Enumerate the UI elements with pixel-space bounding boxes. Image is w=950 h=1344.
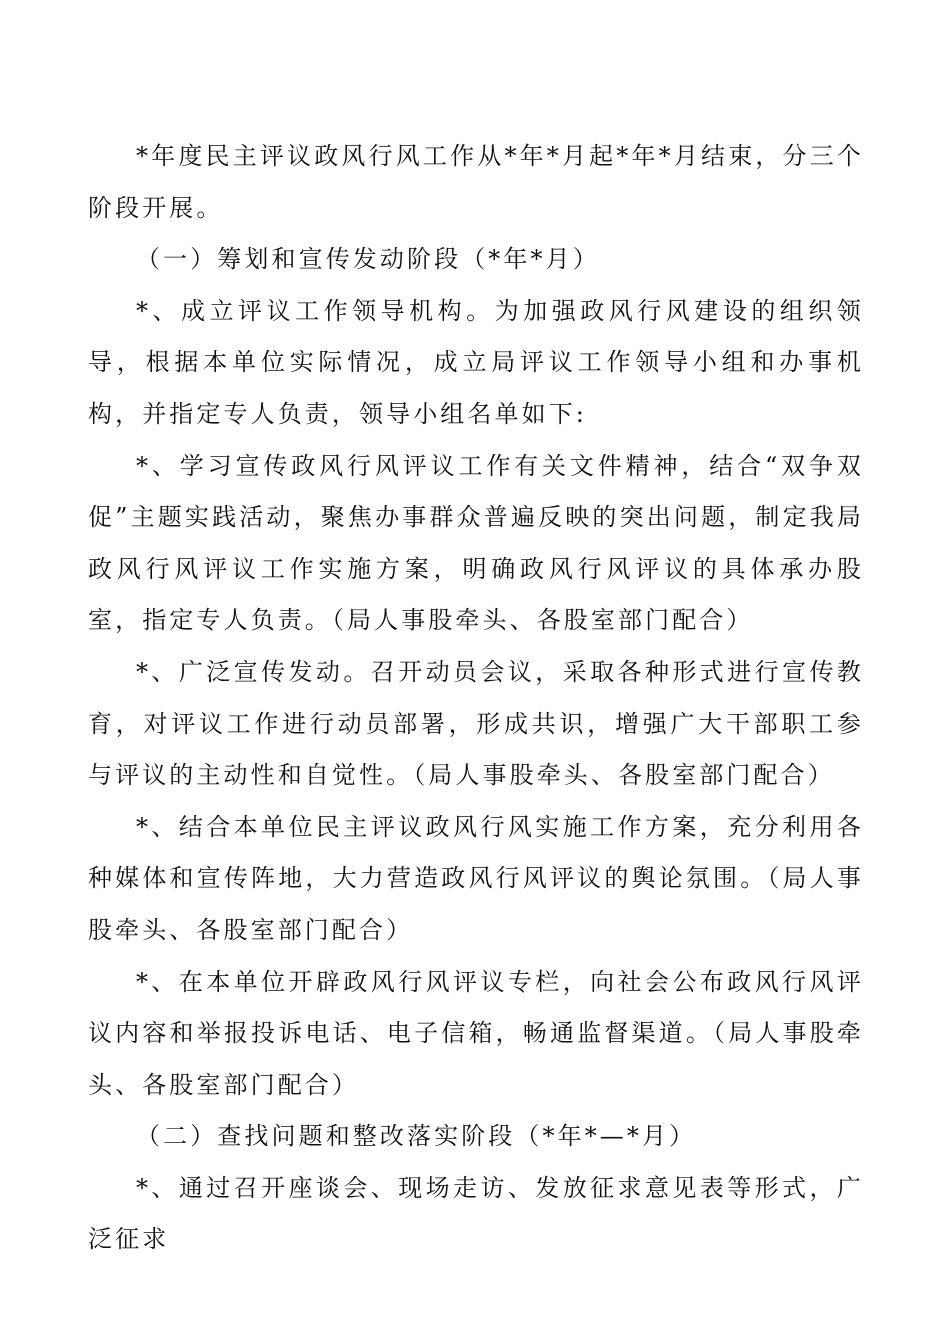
paragraph-item: *、通过召开座谈会、现场走访、发放征求意见表等形式，广泛征求 xyxy=(88,1173,864,1254)
paragraph-item: *、结合本单位民主评议政风行风实施工作方案，充分利用各种媒体和宣传阵地，大力营造政风行风评议的舆论氛围。（局人事股牵头、各股室部门配合） xyxy=(88,812,864,944)
paragraph-item: *、成立评议工作领导机构。为加强政风行风建设的组织领导，根据本单位实际情况，成立局评议工作领导小组和办事机构，并指定专人负责，领导小组名单如下: xyxy=(88,296,864,428)
paragraph-item: *、广泛宣传发动。召开动员会议，采取各种形式进行宣传教育，对评议工作进行动员部署，形成共识，增强广大干部职工参与评议的主动性和自觉性。（局人事股牵头、各股室部门配合） xyxy=(88,657,864,790)
paragraph-item: *、在本单位开辟政风行风评议专栏，向社会公布政风行风评议内容和举报投诉电话、电子信箱，畅通监督渠道。（局人事股牵头、各股室部门配合） xyxy=(88,967,864,1099)
section-heading-1: （一）筹划和宣传发动阶段（*年*月） xyxy=(136,245,600,274)
paragraph-item: *、学习宣传政风行风评议工作有关文件精神，结合“双争双促”主题实践活动，聚焦办事群众普遍反映的突出问题，制定我局政风行风评议工作实施方案，明确政风行风评议的具体承办股室，指定专人负责。（局人事股牵头、各股室部门配合） xyxy=(88,451,864,635)
section-heading-2: （二）查找问题和整改落实阶段（*年*—*月） xyxy=(136,1122,697,1151)
paragraph-intro: *年度民主评议政风行风工作从*年*月起*年*月结束，分三个阶段开展。 xyxy=(88,142,864,222)
document-body xyxy=(88,131,864,1266)
